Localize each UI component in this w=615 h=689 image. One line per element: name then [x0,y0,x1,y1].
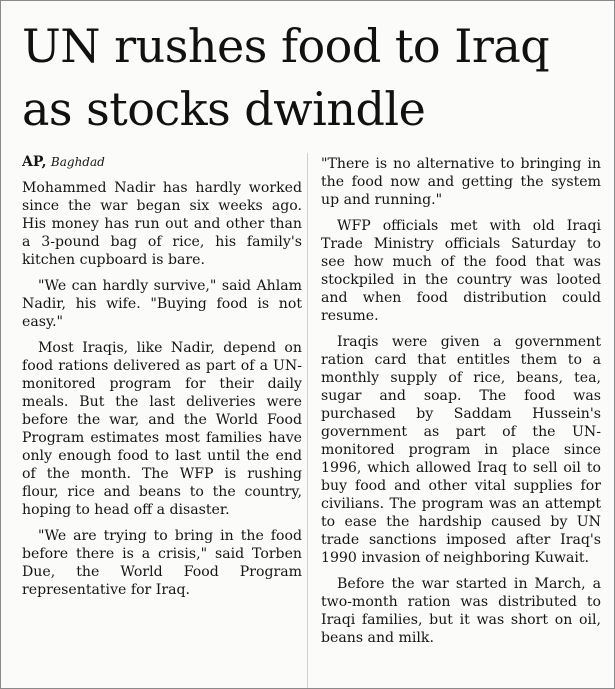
paragraph: Before the war started in March, a two-month ration was distributed to Iraqi families, but it was short on oil, beans and milk. [321,576,601,646]
paragraph: Most Iraqis, like Nadir, depend on food rations delivered as part of a UN-monitored program for their daily meals. But the last deliveries were before the war, and the World Food Program estimates most families have only enough food to last until the end of the month. The WFP is rushing flour, rice and beans to the country, hoping to head off a disaster. [22,340,302,518]
headline-line-1: UN rushes food to Iraq [22,19,550,73]
paragraph: Mohammed Nadir has hardly worked since the war began six weeks ago. His money has run out and other than a 3-pound bag of rice, his family's kitchen cupboard is bare. [22,180,302,268]
paragraph: Iraqis were given a government ration card that entitles them to a monthly supply of rice, beans, tea, sugar and soap. The food was purchased by Saddam Hussein's government as part of the UN-monitored program in place since 1996, which allowed Iraq to sell oil to buy food and other vital supplies for civilians. The program was an attempt to ease the hardship caused by UN trade sanctions imposed after Iraq's 1990 invasion of neighboring Kuwait. [321,334,601,566]
headline-line-2: as stocks dwindle [22,82,426,136]
article-column-right [321,155,601,655]
byline-agency: AP, [22,154,47,170]
paragraph: WFP officials met with old Iraqi Trade Ministry officials Saturday to see how much of the food that was stockpiled in the country was looted and when food distribution could resume. [321,218,601,324]
article-column-left [22,153,302,607]
headline [22,15,607,141]
paragraph: "We are trying to bring in the food before there is a crisis," said Torben Due, the World Food Program representative for Iraq. [22,528,302,598]
paragraph: "We can hardly survive," said Ahlam Nadir, his wife. "Buying food is not easy." [22,278,302,330]
byline [22,153,302,171]
paragraph: "There is no alternative to bringing in the food now and getting the system up and running." [321,156,601,208]
column-divider [307,153,308,688]
byline-place: Baghdad [50,155,105,169]
